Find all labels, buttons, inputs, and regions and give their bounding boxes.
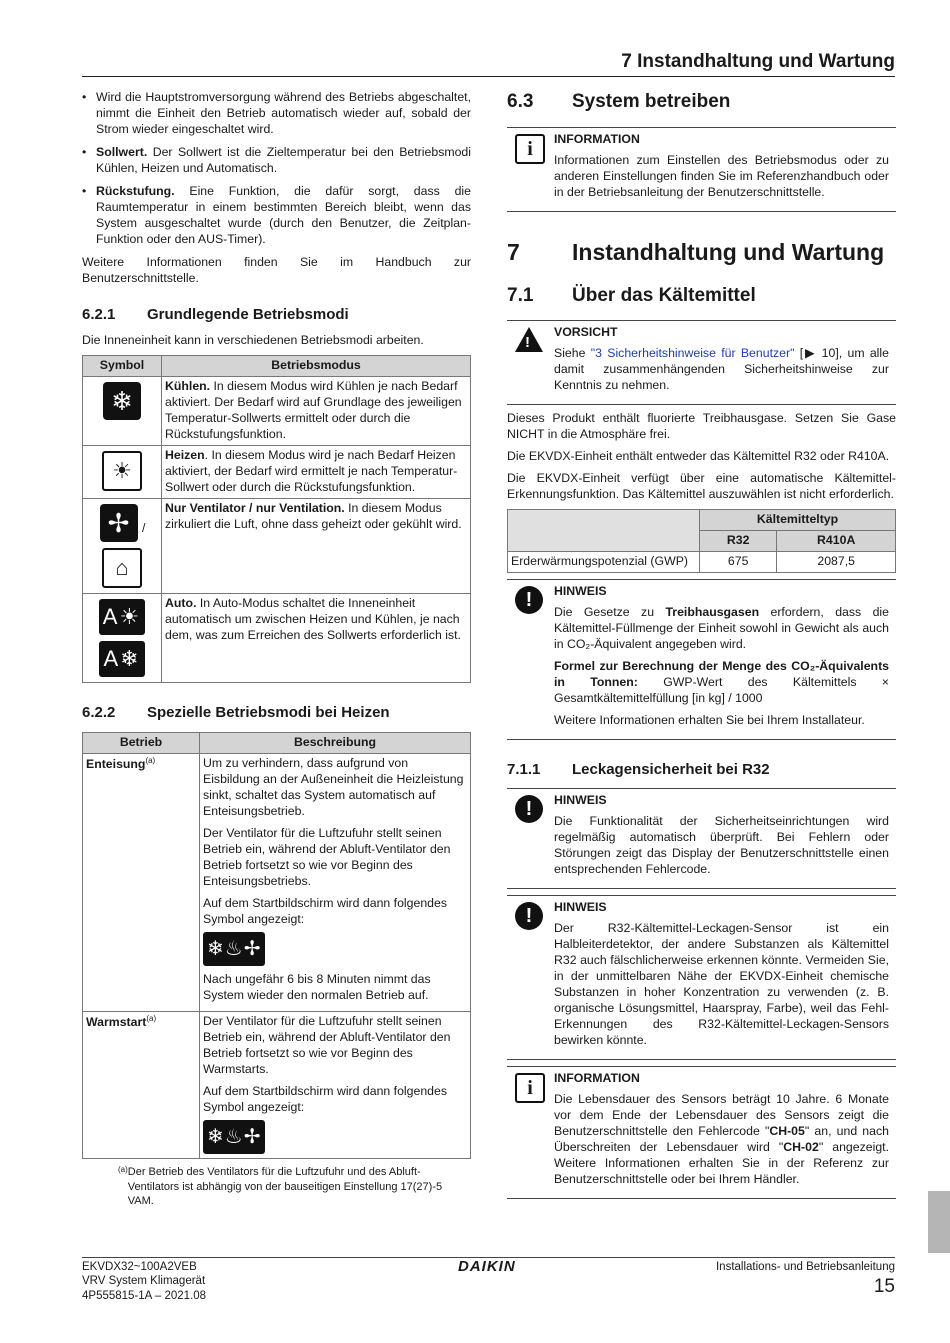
caution-box: ! VORSICHT Siehe "3 Sicherheitshinweise für Benutzer" [▶ 10], um alle damit zusammenhängenden Sicherheitshinweise zur Kenntnis zu nehmen. [507, 320, 896, 405]
bullet-item: • Wird die Hauptstromversorgung während des Betriebs abgeschaltet, nimmt die Einheit den Betrieb automatisch wieder auf, sobald der Strom wieder eingeschaltet wird. [82, 90, 471, 138]
col-header-symbol: Symbol [83, 356, 162, 377]
page-number: 15 [873, 1276, 895, 1297]
auto-heat-icon: A☀ [99, 599, 145, 635]
col-header-description: Beschreibung [200, 732, 471, 753]
modes-table [82, 355, 471, 683]
table-row: ☀ Heizen. In diesem Modus wird je nach Bedarf Heizen aktiviert, der Bedarf wird ermittelt je nach Temperatur-Sollwert oder durch die Rückstufungsfunktion. [83, 446, 471, 499]
modes-intro: Die Inneneinheit kann in verschiedenen Betriebsmodi arbeiten. [82, 333, 424, 348]
notice-box: ! HINWEIS Die Gesetze zu Treibhausgasen erfordern, dass die Kältemittel-Füllmenge der Einheit sowohl in Gewicht als auch in CO₂-Äquivalent angegeben wird. Formel zur Berechnung der Menge des CO₂-Äquivalents in Tonnen: GWP-Wert des Kältemittels × Gesamtkältemittelfüllung [in kg] / 1000 Weitere Informationen erhalten Sie bei Ihrem Installateur. [507, 579, 896, 740]
exclamation-icon: ! [515, 795, 543, 823]
footnote: (a) Der Betrieb des Ventilators für die Luftzufuhr und des Abluft-Ventilators ist abhängig von der bauseitigen Einstellung 17(27)-5 VAM. [118, 1165, 443, 1207]
exclamation-icon: ! [515, 586, 543, 614]
info-icon: i [515, 134, 545, 164]
paragraph: Die EKVDX-Einheit verfügt über eine automatische Kältemittel-Erkennungsfunktion. Das Kältemittel auszuwählen ist nicht erforderlich. [507, 471, 896, 502]
heading-6-2-2: 6.2.2 Spezielle Betriebsmodi bei Heizen [82, 704, 390, 722]
brand-logo: DAIKIN [458, 1258, 516, 1275]
table-row: Warmstart$^{(a)}$ Der Ventilator für die Luftzufuhr stellt seinen Betrieb ein, während der Abluft-Ventilator den Betrieb fortsetzt so wie vor Beginn des Warmstarts. Auf dem Startbildschirm wird dann folgendes Symbol angezeigt: ❄♨✢ [83, 1012, 471, 1159]
paragraph: Dieses Produkt enthält fluorierte Treibhausgase. Setzen Sie Gase NICHT in die Atmosphäre frei. [507, 411, 896, 442]
footer-left: EKVDX32~100A2VEB VRV System Klimagerät 4P555815-1A – 2021.08 [82, 1261, 207, 1302]
heading-7-1-1: 7.1.1 Leckagensicherheit bei R32 [507, 760, 770, 778]
info-icon: i [515, 1073, 545, 1103]
header-rule [82, 76, 895, 77]
heading-7-1: 7.1 Über das Kältemittel [507, 284, 756, 306]
left-column [82, 90, 471, 1208]
snowflake-icon: ❄ [103, 382, 141, 420]
defrost-symbol-icon: ❄♨✢ [203, 932, 265, 966]
more-info-text: Weitere Informationen finden Sie im Handbuch zur Benutzerschnittstelle. [82, 254, 471, 285]
table-row: Enteisung$^{(a)}$ Um zu verhindern, dass aufgrund von Eisbildung an der Außeneinheit die Heizleistung sinkt, schaltet das System automatisch auf Enteisungsbetrieb. Der Ventilator für die Luftzufuhr stellt seinen Betrieb ein, während der Abluft-Ventilator den Betrieb fortsetzt so wie vor Beginn des Enteisungsbetriebs. Auf dem Startbildschirm wird dann folgendes Symbol angezeigt: ❄♨✢ Nach ungefähr 6 bis 8 Minuten nimmt das System wieder den normalen Betrieb auf. [83, 753, 471, 1012]
safety-link[interactable]: "3 Sicherheitshinweise für Benutzer" [590, 346, 795, 361]
information-box: i INFORMATION Die Lebensdauer des Sensors beträgt 10 Jahre. 6 Monate vor dem Ende der Lebensdauer des Sensors zeigt die Benutzerschnittstelle den Fehlercode "CH-05" an, und nach Überschreiten der Lebensdauer wird "CH-02" angezeigt. Weitere Informationen erhalten Sie in der Referenz zur Benutzerschnittstelle oder bei Ihrem Händler. [507, 1066, 896, 1199]
exclamation-icon: ! [515, 902, 543, 930]
heading-6-2-1: 6.2.1 Grundlegende Betriebsmodi [82, 305, 349, 323]
paragraph: Die EKVDX-Einheit enthält entweder das Kältemittel R32 oder R410A. [507, 449, 890, 464]
chapter-tab [928, 1191, 950, 1253]
right-column [507, 90, 896, 1205]
table-row: Erderwärmungspotenzial (GWP) 675 2087,5 [508, 552, 896, 573]
heading-7: 7 Instandhaltung und Wartung [507, 238, 885, 265]
sun-icon: ☀ [102, 451, 142, 491]
table-row: A☀ A❄ Auto. In Auto-Modus schaltet die Inneneinheit automatisch um zwischen Heizen und Kühlen, je nach dem, was zum Erreichen des Sollwerts erforderlich ist. [83, 594, 471, 683]
heading-6-3: 6.3 System betreiben [507, 91, 731, 112]
ventilation-house-icon: ⌂ [102, 548, 142, 588]
running-header: 7 Instandhaltung und Wartung [621, 51, 895, 72]
bullet-list [82, 90, 471, 248]
table-row: ❄ Kühlen. In diesem Modus wird Kühlen je nach Bedarf aktiviert. Der Bedarf wird auf Grundlage des jeweiligen Temperatur-Sollwerts ermittelt oder durch die Rückstufungsfunktion. [83, 377, 471, 446]
refrigerant-type-header: Kältemitteltyp [700, 510, 896, 531]
footer-manual: Installations- und Betriebsanleitung [715, 1261, 895, 1273]
information-box: i INFORMATION Informationen zum Einstellen des Betriebsmodus oder zu anderen Einstellungen finden Sie im Referenzhandbuch oder in der Betriebsanleitung der Benutzerschnittstelle. [507, 127, 896, 212]
warmstart-symbol-icon: ❄♨✢ [203, 1120, 265, 1154]
warning-icon: ! [515, 327, 543, 352]
table-row: ✢ / ⌂ Nur Ventilator / nur Ventilation. In diesem Modus zirkuliert die Luft, ohne dass geheizt oder gekühlt wird. [83, 499, 471, 594]
notice-box: ! HINWEIS Der R32-Kältemittel-Leckagen-Sensor ist ein Halbleiterdetektor, der andere Substanzen als Kältemittel R32 auch fälschlicherweise erkennen könnte. Vermeiden Sie, in der unmittelbaren Nähe der EKVDX-Einheit chemische Substanzen in hoher Konzentration zu verwenden (z. B. organische Lösungsmittel, Haarspray, Farbe), weil das Fehl-Erkennungen des R32-Kältemittel-Leckagen-Sensors bewirken könnte. [507, 895, 896, 1060]
bullet-item: • Sollwert. Der Sollwert ist die Zieltemperatur bei den Betriebsmodi Kühlen, Heizen und Automatisch. [82, 145, 471, 177]
auto-cool-icon: A❄ [99, 641, 144, 677]
bullet-item: • Rückstufung. Eine Funktion, die dafür sorgt, dass die Raumtemperatur in einem bestimmten Bereich bleibt, wenn das System ausgeschaltet wurde (durch den Benutzer, die Zeitplan-Funktion oder den AUS-Timer). [82, 184, 471, 248]
special-modes-table [82, 732, 471, 1160]
fan-icon: ✢ [100, 504, 138, 542]
col-header-operation: Betrieb [83, 732, 200, 753]
col-header-mode: Betriebsmodus [162, 356, 471, 377]
notice-box: ! HINWEIS Die Funktionalität der Sicherheitseinrichtungen wird regelmäßig automatisch überprüft. Bei Fehlern oder Störungen zeigt das Display der Benutzerschnittstelle einen entsprechenden Fehlercode. [507, 788, 896, 889]
gwp-table: Kältemitteltyp R32 R410A Erderwärmungspotenzial (GWP) 675 2087,5 [507, 509, 896, 573]
